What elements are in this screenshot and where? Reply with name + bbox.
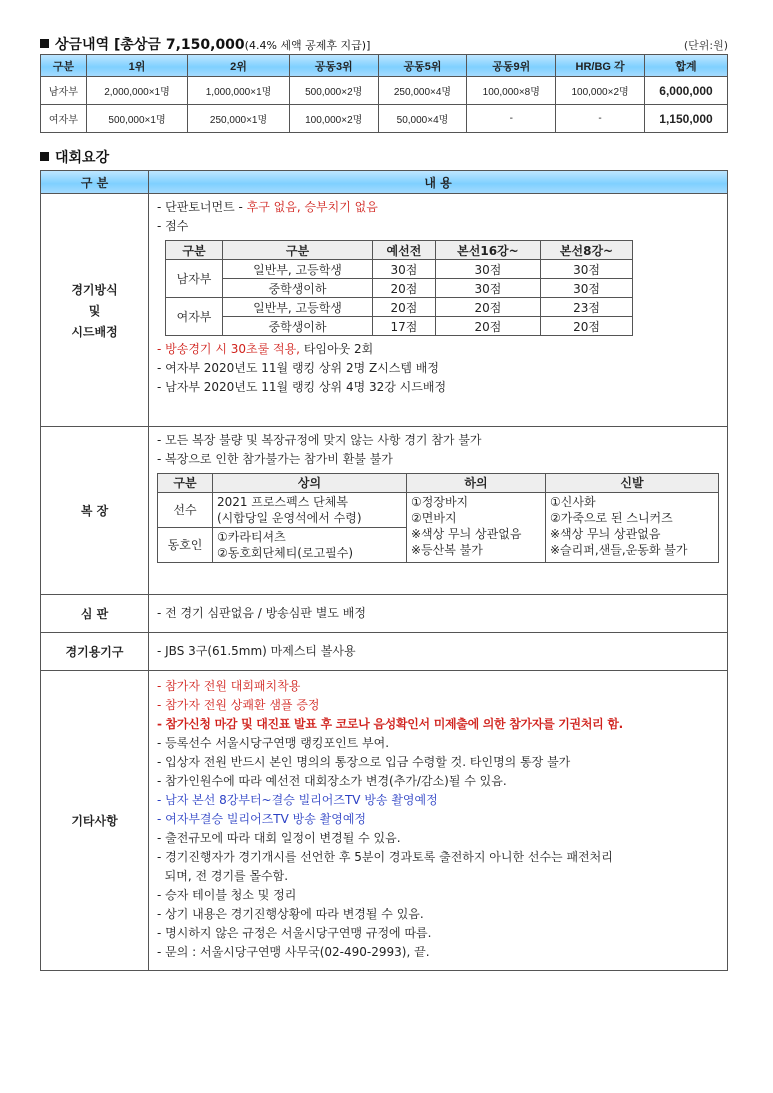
dress-header-cell: 신발 [546,474,719,493]
equipment-text: - JBS 3구(61.5mm) 마제스티 볼사용 [157,644,356,658]
score-cell: 30점 [541,279,633,298]
label-equipment: 경기용기구 [41,633,149,671]
misc-line: - 참가신청 마감 및 대진표 발표 후 코로나 음성확인서 미제출에 의한 참가자를 기권처리 함. [157,717,623,731]
score-header-cell: 본선8강~ [541,241,633,260]
dress-shoes [546,493,719,563]
score-cell: 중학생이하 [223,317,373,336]
dress-item: ※색상 무늬 상관없음 [411,527,522,541]
prize-title [40,34,370,54]
prize-cell: - [556,105,645,133]
dress-item: ※등산복 불가 [411,543,483,557]
dress-member-label: 동호인 [158,528,213,563]
score-row [166,260,633,279]
score-header-cell: 구분 [223,241,373,260]
prize-header-cell: 구분 [41,55,87,77]
score-row [166,317,633,336]
dress-header-cell: 구분 [158,474,213,493]
dress-table [157,473,719,563]
prize-title-text: 상금내역 [55,37,110,53]
content-game-method [149,194,728,427]
label-game-method [41,194,149,427]
seed-men-line: - 남자부 2020년도 11월 랭킹 상위 4명 32강 시드배정 [157,380,447,394]
score-cell: 30점 [373,260,436,279]
score-cell: 30점 [435,260,540,279]
prize-header-cell: 2위 [188,55,290,77]
misc-line: - 경기진행자가 경기개시를 선언한 후 5분이 경과토록 출전하지 아니한 선수는 패전처리 [157,850,613,864]
prize-header-cell: 공동3위 [289,55,378,77]
prize-cell: 남자부 [41,77,87,105]
misc-line: - 명시하지 않은 규정은 서울시당구연맹 규정에 따름. [157,926,432,940]
label-line: 및 [88,303,101,318]
label-line: 경기방식 [71,282,118,297]
label-misc: 기타사항 [41,671,149,971]
row-equipment [41,633,728,671]
dress-item: ①정장바지 [411,495,469,509]
score-group-men: 남자부 [166,260,223,298]
prize-total-cell: 1,150,000 [644,105,727,133]
score-row [166,298,633,317]
dress-item: ①신사화 [550,495,596,509]
misc-line: - 승자 테이블 청소 및 정리 [157,888,297,902]
dress-bottom [407,493,546,563]
score-cell: 17점 [373,317,436,336]
label-line: 시드배정 [71,324,118,339]
dress-item: ②동호회단체티(로고필수) [217,546,354,560]
misc-line: - 여자부결승 빌리어즈TV 방송 촬영예정 [157,812,367,826]
dress-header-cell: 상의 [213,474,407,493]
prize-cell: 여자부 [41,105,87,133]
prize-cell: 500,000×1명 [86,105,188,133]
unit-label: (단위:원) [683,39,728,52]
prize-header-cell: 공동9위 [467,55,556,77]
dress-row-player [158,493,719,528]
prize-cell: 250,000×1명 [188,105,290,133]
score-cell: 30점 [541,260,633,279]
prize-cell: 100,000×2명 [289,105,378,133]
score-group-women: 여자부 [166,298,223,336]
broadcast-line [157,340,719,359]
seed-women-line: - 여자부 2020년도 11월 랭킹 상위 2명 Z시스템 배정 [157,361,439,375]
misc-line: - 등록선수 서울시당구연맹 랭킹포인트 부여. [157,736,390,750]
total-label: [총상금 [113,37,161,53]
score-label: - 점수 [157,219,189,233]
misc-line: - 상기 내용은 경기진행상황에 따라 변경될 수 있음. [157,907,424,921]
prize-table-body [41,77,728,133]
header-content: 내 용 [149,171,728,194]
dress-item: ②가죽으로 된 스니커즈 [550,511,673,525]
prize-cell: 250,000×4명 [378,77,467,105]
label-dress-code: 복 장 [41,427,149,595]
content-dress-code [149,427,728,595]
prize-header-cell: HR/BG 각 [556,55,645,77]
dress-header-cell: 하의 [407,474,546,493]
referee-text: - 전 경기 심판없음 / 방송심판 별도 배정 [157,606,366,620]
prize-row [41,105,728,133]
dress-refund-line: - 복장으로 인한 참가불가는 참가비 환불 불가 [157,452,393,466]
dress-rule-line: - 모든 복장 불량 및 복장규정에 맞지 않는 사항 경기 참가 불가 [157,433,482,447]
dress-item: 2021 프로스펙스 단체복 [217,495,348,509]
outline-title [40,147,728,167]
score-cell: 20점 [541,317,633,336]
misc-line: - 남자 본선 8강부터~결승 빌리어즈TV 방송 촬영예정 [157,793,438,807]
dress-item: ※색상 무늬 상관없음 [550,527,661,541]
score-header-cell: 구분 [166,241,223,260]
header-category: 구 분 [41,171,149,194]
square-bullet-icon [40,39,49,48]
score-cell: 20점 [373,298,436,317]
misc-line: - 입상자 전원 반드시 본인 명의의 통장으로 입금 수령할 것. 타인명의 통장 불가 [157,755,571,769]
broadcast-rule: - 방송경기 시 30초룰 적용, [157,342,301,356]
dress-item: ②면바지 [411,511,457,525]
dress-player-top [213,493,407,528]
dress-item: ※슬리퍼,샌들,운동화 불가 [550,543,688,557]
total-amount: 7,150,000 [165,37,245,53]
content-misc [149,671,728,971]
dress-item: (시합당일 운영석에서 수령) [217,511,362,525]
format-note: 후구 없음, 승부치기 없음 [246,200,378,214]
score-header-cell: 본선16강~ [435,241,540,260]
score-row [166,279,633,298]
score-header-cell: 예선전 [373,241,436,260]
row-referee [41,595,728,633]
score-header [166,241,633,260]
prize-cell: 1,000,000×1명 [188,77,290,105]
prize-cell: - [467,105,556,133]
prize-table-header [41,55,728,77]
outline-header [41,171,728,194]
score-cell: 일반부, 고등학생 [223,260,373,279]
dress-header [158,474,719,493]
prize-cell: 100,000×2명 [556,77,645,105]
dress-member-top [213,528,407,563]
score-cell: 20점 [435,317,540,336]
misc-line: - 참가인원수에 따라 예선전 대회장소가 변경(추가/감소)될 수 있음. [157,774,507,788]
timeout-rule: 타임아웃 2회 [300,342,374,356]
page [40,34,728,971]
misc-line: - 참가자 전원 대회패치착용 [157,679,301,693]
score-table [165,240,633,336]
prize-total-cell: 6,000,000 [644,77,727,105]
total-note: (4.4% 세액 공제후 지급)] [244,39,371,52]
misc-line: 되며, 전 경기를 몰수함. [157,869,289,883]
prize-row [41,77,728,105]
misc-line: - 출전규모에 따라 대회 일정이 변경될 수 있음. [157,831,401,845]
format-text: - 단판토너먼트 - [157,200,247,214]
score-cell: 20점 [435,298,540,317]
prize-cell: 100,000×8명 [467,77,556,105]
score-cell: 30점 [435,279,540,298]
prize-table [40,54,728,133]
row-dress-code [41,427,728,595]
score-cell: 중학생이하 [223,279,373,298]
misc-line: - 문의 : 서울시당구연맹 사무국(02-490-2993), 끝. [157,945,430,959]
prize-header-cell: 합계 [644,55,727,77]
square-bullet-icon [40,152,49,161]
format-line [157,198,719,217]
content-equipment [149,633,728,671]
label-referee: 심 판 [41,595,149,633]
row-game-method [41,194,728,427]
score-cell: 일반부, 고등학생 [223,298,373,317]
dress-item: ①카라티셔츠 [217,530,286,544]
content-referee [149,595,728,633]
prize-cell: 500,000×2명 [289,77,378,105]
outline-title-text: 대회요강 [55,150,110,166]
prize-cell: 50,000×4명 [378,105,467,133]
misc-line: - 참가자 전원 상쾌환 샘플 증정 [157,698,320,712]
prize-header-cell: 공동5위 [378,55,467,77]
outline-table [40,170,728,971]
prize-header [40,34,728,54]
prize-header-cell: 1위 [86,55,188,77]
score-cell: 20점 [373,279,436,298]
row-misc [41,671,728,971]
dress-player-label: 선수 [158,493,213,528]
prize-cell: 2,000,000×1명 [86,77,188,105]
score-cell: 23점 [541,298,633,317]
